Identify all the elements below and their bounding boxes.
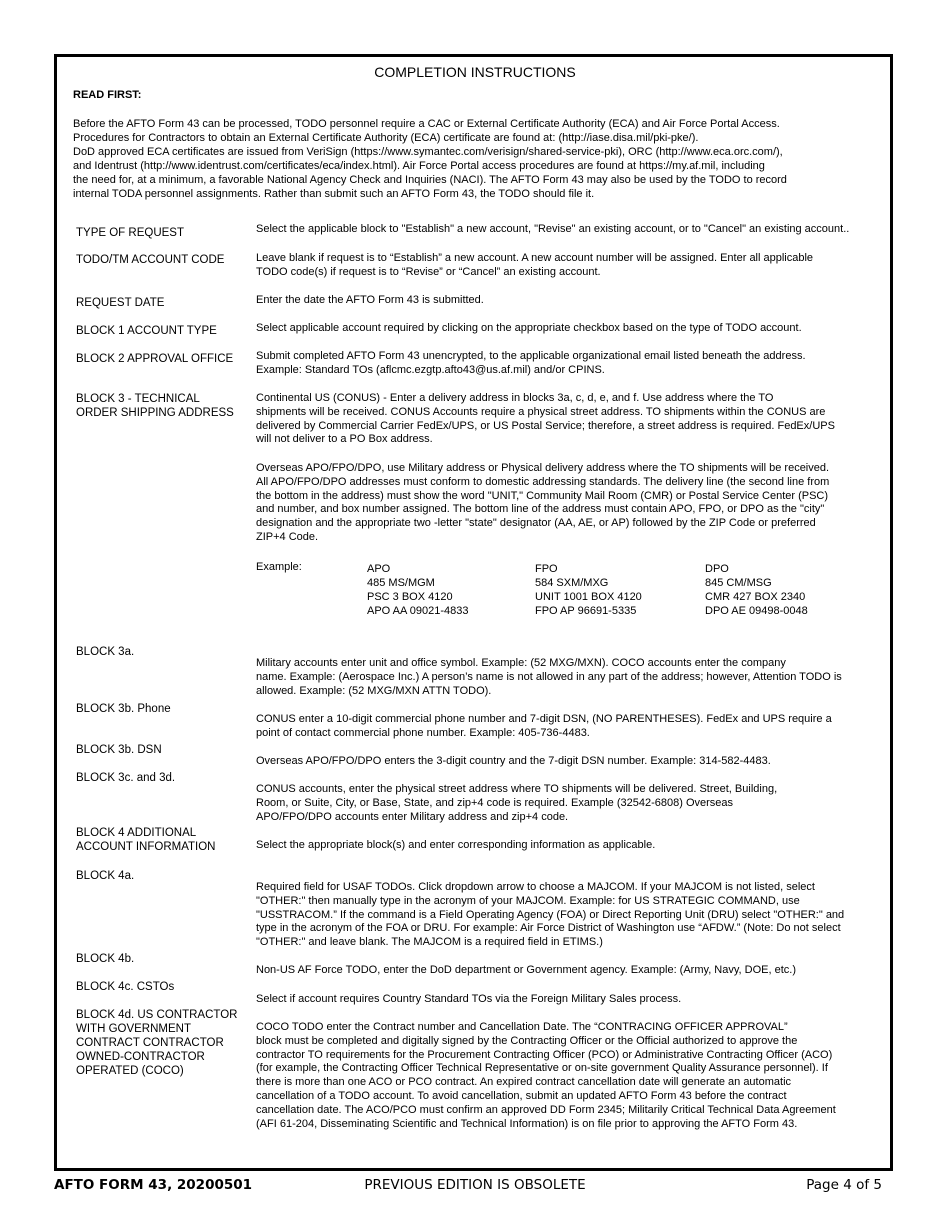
- text-line: Example: Standard TOs (aflcmc.ezgtp.afto43@us.af.mil) and/or CPINS.: [256, 363, 605, 376]
- label-line: OPERATED (COCO): [76, 1065, 184, 1077]
- text-block-3a: [256, 657, 886, 698]
- label-line: BLOCK 4d. US CONTRACTOR: [76, 1009, 238, 1021]
- text-line: cancellation of a TODO account. To avoid cancellation, submit an updated AFTO Form 43 before the contract: [256, 1089, 787, 1102]
- text-line: Overseas APO/FPO/DPO, use Military address or Physical delivery address where the TO shipments will be received.: [256, 462, 830, 474]
- label-line: BLOCK 3c. and 3d.: [76, 772, 176, 784]
- label-line: BLOCK 3b. Phone: [76, 703, 171, 715]
- label-line: TYPE OF REQUEST: [76, 227, 184, 239]
- address-line: 485 MS/MGM: [367, 577, 435, 589]
- text-line: All APO/FPO/DPO addresses must conform to domestic addressing standards. The delivery line (the second line from: [256, 475, 830, 488]
- label-block-1: [76, 324, 248, 338]
- text-line: CONUS accounts, enter the physical street address where TO shipments will be delivered. Street, Building,: [256, 783, 778, 795]
- label-block-3b-phone: [76, 702, 248, 716]
- text-line: type in the acronym of the FOA or DRU. For example: Air Force District of Washington use “AFDW.” (Note: Do not select: [256, 922, 841, 935]
- text-block-2: [256, 350, 886, 378]
- intro-line: Procedures for Contractors to obtain an External Certificate Authority (ECA) certificate are found at: (http://iase.disa.mil/pki-pke/).: [73, 132, 699, 144]
- text-block-4: [256, 839, 886, 853]
- text-line: name. Example: (Aerospace Inc.) A person’s name is not allowed in any part of the address; however, Attention TODO is: [256, 670, 842, 683]
- text-line: cancellation date. The ACO/PCO must confirm an approved DD Form 2345; Militarily Critical Technical Data Agreement: [256, 1103, 836, 1116]
- address-line: DPO AE 09498-0048: [705, 605, 808, 617]
- text-line: Select applicable account required by clicking on the appropriate checkbox based on the type of TODO account.: [256, 322, 802, 334]
- example-fpo: [535, 562, 642, 618]
- label-line: TODO/TM ACCOUNT CODE: [76, 254, 225, 266]
- text-line: Enter the date the AFTO Form 43 is submitted.: [256, 294, 484, 306]
- label-line: BLOCK 4 ADDITIONAL: [76, 827, 197, 839]
- label-line: OWNED-CONTRACTOR: [76, 1051, 205, 1063]
- label-line: BLOCK 4b.: [76, 953, 135, 965]
- text-line: "USSTRACOM.” If the command is a Field Operating Agency (FOA) or Direct Reporting Unit (DRU) select "OTHER:" and: [256, 908, 845, 921]
- text-line: Select the appropriate block(s) and enter corresponding information as applicable.: [256, 839, 656, 851]
- text-line: delivered by Commercial Carrier FedEx/UPS, or US Postal Service; therefore, a street address is required. FedEx/UPS: [256, 419, 835, 432]
- label-line: CONTRACT CONTRACTOR: [76, 1037, 224, 1049]
- address-line: APO AA 09021-4833: [367, 605, 469, 617]
- label-block-4c: [76, 980, 248, 994]
- text-block-3b-phone: [256, 713, 886, 741]
- text-line: COCO TODO enter the Contract number and Cancellation Date. The “CONTRACING OFFICER APPROVAL”: [256, 1021, 788, 1033]
- text-line: the bottom in the address) must show the word "UNIT," Community Mail Room (CMR) or Postal Service Center (PSC): [256, 489, 829, 502]
- address-line: UNIT 1001 BOX 4120: [535, 591, 642, 603]
- intro-line: DoD approved ECA certificates are issued from VeriSign (https://www.symantec.com/verisign/shared-service-pki), ORC (http://www.eca.orc.com/),: [73, 146, 783, 158]
- read-first-heading: READ FIRST:: [73, 89, 142, 101]
- label-block-4: [76, 826, 248, 854]
- label-line: ACCOUNT INFORMATION: [76, 841, 216, 853]
- text-line: CONUS enter a 10-digit commercial phone number and 7-digit DSN, (NO PARENTHESES). FedEx and UPS require a: [256, 713, 832, 725]
- text-line: "OTHER:" and leave blank. The MAJCOM is a required field in ETIMS.): [256, 936, 603, 949]
- label-line: WITH GOVERNMENT: [76, 1023, 191, 1035]
- text-line: contractor TO requirements for the Procurement Contracting Officer (PCO) or Administrative Contracting Officer (ACO): [256, 1048, 833, 1061]
- text-block-4d: [256, 1021, 886, 1131]
- text-block-3-overseas: [256, 462, 886, 545]
- text-line: and number, and box number assigned. The bottom line of the address must contain APO, FPO, or DPO as the "city": [256, 503, 825, 516]
- text-block-3b-dsn: [256, 755, 886, 769]
- text-line: Submit completed AFTO Form 43 unencrypted, to the applicable organizational email listed beneath the address.: [256, 350, 806, 362]
- text-block-3c: [256, 783, 886, 824]
- text-line: Select the applicable block to "Establish" a new account, "Revise" an existing account, or to "Cancel" an existing account..: [256, 223, 850, 235]
- text-request-date: [256, 294, 886, 308]
- example-apo: [367, 562, 469, 618]
- label-request-date: [76, 296, 248, 310]
- label-block-3a: [76, 645, 248, 659]
- text-line: Military accounts enter unit and office symbol. Example: (52 MXG/MXN). COCO accounts enter the company: [256, 657, 786, 669]
- address-line: 845 CM/MSG: [705, 577, 772, 589]
- text-line: "OTHER:" then manually type in the acronym of your MAJCOM. Example: for US STRATEGIC COMMAND, use: [256, 894, 800, 907]
- text-account-code: [256, 252, 886, 280]
- label-line: BLOCK 4c. CSTOs: [76, 981, 175, 993]
- example-label: Example:: [256, 561, 302, 573]
- label-line: ORDER SHIPPING ADDRESS: [76, 407, 234, 419]
- label-block-4b: [76, 952, 248, 966]
- text-line: Overseas APO/FPO/DPO enters the 3-digit country and the 7-digit DSN number. Example: 314-582-4483.: [256, 755, 771, 767]
- text-line: point of contact commercial phone number. Example: 405-736-4483.: [256, 726, 590, 739]
- label-block-3: [76, 392, 248, 420]
- label-block-3c: [76, 771, 248, 785]
- text-line: (AFI 61-204, Disseminating Scientific and Technical Information) is on file prior to approving the AFTO Form 43.: [256, 1117, 798, 1130]
- text-line: Select if account requires Country Standard TOs via the Foreign Military Sales process.: [256, 993, 682, 1005]
- text-line: Non-US AF Force TODO, enter the DoD department or Government agency. Example: (Army, Navy, DOE, etc.): [256, 964, 797, 976]
- label-line: REQUEST DATE: [76, 297, 165, 309]
- label-line: BLOCK 4a.: [76, 870, 135, 882]
- text-block-4b: [256, 964, 886, 978]
- intro-line: the need for, at a minimum, a favorable National Agency Check and Inquiries (NACI). The AFTO Form 43 may also be used by the TODO to record: [73, 174, 787, 186]
- address-line: FPO: [535, 563, 558, 575]
- text-line: ZIP+4 Code.: [256, 530, 319, 543]
- text-block-4c: [256, 993, 886, 1007]
- text-line: Required field for USAF TODOs. Click dropdown arrow to choose a MAJCOM. If your MAJCOM is not listed, select: [256, 881, 815, 893]
- page-number: Page 4 of 5: [806, 1177, 882, 1193]
- text-line: Room, or Suite, City, or Base, State, and zip+4 code is required. Example (32542-6808) Overseas: [256, 796, 734, 809]
- text-line: block must be completed and digitally signed by the Contracting Officer or the Official authorized to approve the: [256, 1034, 798, 1047]
- text-type-of-request: [256, 223, 886, 237]
- address-line: DPO: [705, 563, 729, 575]
- text-line: designation and the appropriate two -letter "state" designator (AA, AE, or AP) followed by the ZIP Code or preferred: [256, 517, 816, 530]
- address-line: PSC 3 BOX 4120: [367, 591, 453, 603]
- address-line: 584 SXM/MXG: [535, 577, 609, 589]
- text-line: there is more than one ACO or PCO contract. An expired contract cancellation date will generate an automatic: [256, 1076, 792, 1089]
- intro-line: and Identrust (http://www.identrust.com/certificates/eca/index.html). Air Force Portal access procedures are found at https://my.af.mil, including: [73, 160, 765, 172]
- intro-paragraph: [73, 117, 873, 201]
- page-title: COMPLETION INSTRUCTIONS: [374, 64, 576, 80]
- example-dpo: [705, 562, 808, 618]
- edition-notice: PREVIOUS EDITION IS OBSOLETE: [364, 1177, 586, 1193]
- label-block-3b-dsn: [76, 743, 248, 757]
- text-block-4a: [256, 881, 886, 950]
- label-line: BLOCK 3a.: [76, 646, 135, 658]
- text-line: (for example, the Contracting Officer Technical Representative or on-site government Quality Assurance personnel). If: [256, 1062, 828, 1075]
- text-line: APO/FPO/DPO accounts enter Military address and zip+4 code.: [256, 810, 569, 823]
- intro-line: internal TODA personnel assignments. Rather than submit such an AFTO Form 43, the TODO should file it.: [73, 188, 595, 200]
- text-line: shipments will be received. CONUS Accounts require a physical street address. TO shipments within the CONUS are: [256, 405, 826, 418]
- text-line: allowed. Example: (52 MXG/MXN ATTN TODO).: [256, 684, 492, 697]
- label-line: BLOCK 1 ACCOUNT TYPE: [76, 325, 217, 337]
- label-block-4d: [76, 1008, 248, 1078]
- label-line: BLOCK 2 APPROVAL OFFICE: [76, 353, 234, 365]
- text-line: will not deliver to a PO Box address.: [256, 433, 433, 446]
- text-block-3-conus: [256, 392, 886, 447]
- label-block-2: [76, 352, 248, 366]
- text-line: TODO code(s) if request is to “Revise” or “Cancel” an existing account.: [256, 265, 601, 278]
- text-block-1: [256, 322, 886, 336]
- intro-line: Before the AFTO Form 43 can be processed, TODO personnel require a CAC or External Certificate Authority (ECA) and Air Force Portal Access.: [73, 118, 780, 130]
- form-number: AFTO FORM 43, 20200501: [54, 1177, 253, 1193]
- address-line: FPO AP 96691-5335: [535, 605, 637, 617]
- label-line: BLOCK 3 - TECHNICAL: [76, 393, 200, 405]
- label-block-4a: [76, 869, 248, 883]
- label-line: BLOCK 3b. DSN: [76, 744, 162, 756]
- address-line: CMR 427 BOX 2340: [705, 591, 806, 603]
- label-account-code: [76, 253, 248, 267]
- label-type-of-request: [76, 226, 248, 240]
- address-line: APO: [367, 563, 391, 575]
- text-line: Leave blank if request is to “Establish” a new account. A new account number will be assigned. Enter all applicable: [256, 252, 814, 264]
- text-line: Continental US (CONUS) - Enter a delivery address in blocks 3a, c, d, e, and f. Use address where the TO: [256, 392, 774, 404]
